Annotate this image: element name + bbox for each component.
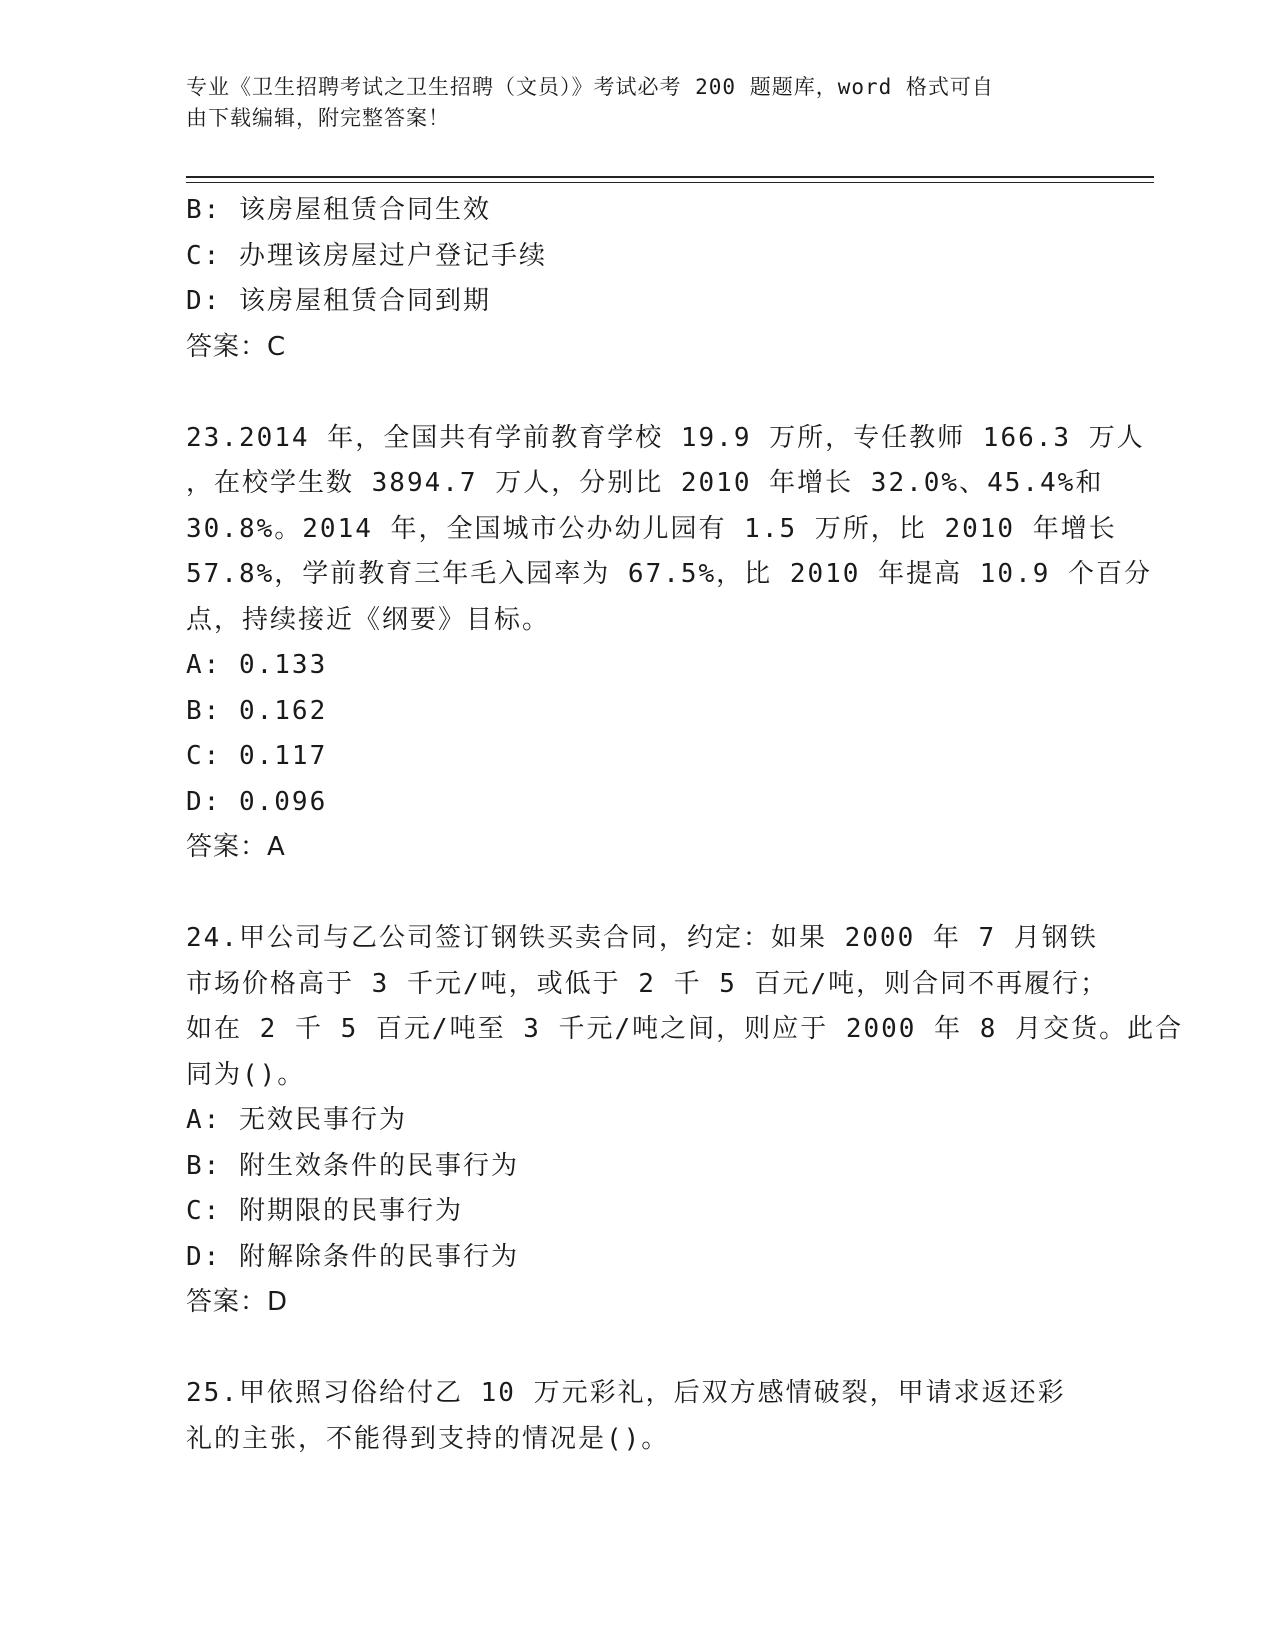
q24-stem-line-1: 24.甲公司与乙公司签订钢铁买卖合同，约定：如果 2000 年 7 月钢铁 (186, 923, 1098, 953)
q25-stem-line-2: 礼的主张，不能得到支持的情况是()。 (186, 1423, 670, 1454)
q23-stem-line-5: 点，持续接近《纲要》目标。 (186, 604, 551, 635)
q23-stem-line-3: 30.8%。2014 年，全国城市公办幼儿园有 1.5 万所，比 2010 年增长 (186, 513, 1117, 544)
q22-answer: 答案：C (186, 331, 287, 362)
q23-answer: 答案：A (186, 832, 286, 862)
q23-option-d: D: 0.096 (186, 786, 328, 817)
q22-option-b: B: 该房屋租赁合同生效 (186, 195, 491, 225)
q25-stem-line-1: 25.甲依照习俗给付乙 10 万元彩礼，后双方感情破裂，甲请求返还彩 (186, 1378, 1066, 1408)
document-header (186, 72, 1066, 134)
question-24 (186, 916, 1184, 1326)
q24-option-c: C: 附期限的民事行为 (186, 1196, 463, 1226)
header-line-1: 专业《卫生招聘考试之卫生招聘（文员）》考试必考 200 题题库，word 格式可自 (186, 75, 994, 99)
q24-stem-line-3: 如在 2 千 5 百元/吨至 3 千元/吨之间，则应于 2000 年 8 月交货。此合 (186, 1014, 1184, 1044)
header-divider-thick (186, 176, 1154, 178)
q24-stem-line-2: 市场价格高于 3 千元/吨，或低于 2 千 5 百元/吨，则合同不再履行； (186, 968, 1109, 999)
q24-stem-line-4: 同为()。 (186, 1059, 306, 1090)
q22-option-c: C: 办理该房屋过户登记手续 (186, 240, 547, 271)
header-divider-thin (186, 182, 1154, 183)
header-line-2: 由下载编辑，附完整答案！ (186, 106, 450, 130)
q24-option-a: A: 无效民事行为 (186, 1105, 407, 1135)
spacer (186, 871, 1086, 917)
q22-option-d: D: 该房屋租赁合同到期 (186, 286, 491, 316)
q23-option-b: B: 0.162 (186, 695, 328, 726)
question-22-continued (186, 188, 1086, 370)
spacer (186, 1326, 1086, 1372)
q23-option-a: A: 0.133 (186, 650, 328, 680)
question-23 (186, 416, 1153, 871)
q23-stem-line-4: 57.8%，学前教育三年毛入园率为 67.5%，比 2010 年提高 10.9 个百分 (186, 559, 1153, 589)
spacer (186, 370, 1086, 416)
question-content (186, 188, 1184, 1462)
q23-stem-line-2: ，在校学生数 3894.7 万人，分别比 2010 年增长 32.0%、45.4%和 (186, 468, 1104, 498)
question-25 (186, 1371, 1086, 1462)
q23-option-c: C: 0.117 (186, 741, 328, 771)
q24-answer: 答案：D (186, 1287, 289, 1317)
q23-stem-line-1: 23.2014 年，全国共有学前教育学校 19.9 万所，专任教师 166.3 万人 (186, 422, 1145, 453)
q24-option-b: B: 附生效条件的民事行为 (186, 1150, 519, 1181)
q24-option-d: D: 附解除条件的民事行为 (186, 1241, 519, 1272)
